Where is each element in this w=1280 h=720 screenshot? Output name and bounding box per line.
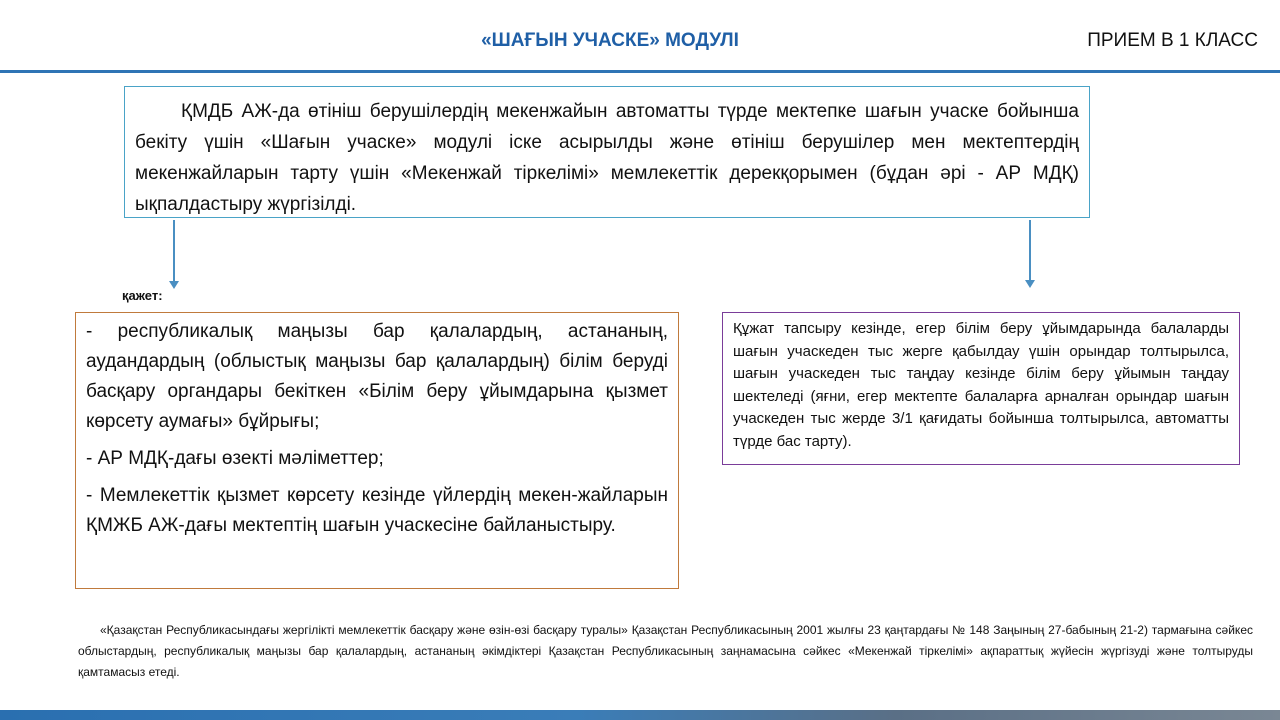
restriction-note-box — [722, 312, 1240, 465]
requirements-box — [75, 312, 679, 589]
page-title: «ШАҒЫН УЧАСКЕ» МОДУЛІ — [481, 30, 739, 51]
section-label: ПРИЕМ В 1 КЛАСС — [1087, 30, 1258, 51]
legal-footnote: «Қазақстан Республикасындағы жергілікті мемлекеттік басқару және өзін-өзі басқару туралы» Қазақстан Республикасының 2001 жылғы 23 қаңтардағы № 148 Заңының 27-бабының 21-2) тармағына сәйкес облыстардың, республикалық маңызы бар қалалардың, астананың әкімдіктері Қазақстан Республикасының заңнамасына сәйкес «Мекенжай тіркелімі» ақпараттық жүйесін жүргізуді және толтыруды қамтамасыз етеді. — [78, 623, 1253, 679]
footer-bar — [0, 710, 1280, 720]
restriction-note-text: Құжат тапсыру кезінде, егер білім беру ұйымдарында балаларды шағын учаскеден тыс жерге қабылдау үшін орындар толтырылса, шағын учаскеден тыс таңдау кезінде білім беру ұйымын таңдау шектеледі (яғни, егер мектепте балаларға арналған орындар шағын учаскеден тыс жерде 3/1 қағидаты бойынша толтырылса, автоматты түрде бас тарту). — [733, 320, 1229, 450]
intro-text: ҚМДБ АЖ-да өтініш берушілердің мекенжайын автоматты түрде мектепке шағын учаске бойынша бекіту үшін «Шағын учаске» модулі іске асырылды және өтініш берушілер мен мектептердің мекенжайларын тарту үшін «Мекенжай тіркелімі» мемлекеттік дерекқорымен (бұдан әрі - АР МДҚ) ықпалдастыру жүргізілді. — [135, 101, 1079, 215]
requirement-item: - Мемлекеттік қызмет көрсету кезінде үйлердің мекен-жайларын ҚМЖБ АЖ-дағы мектептің шағын учаскесіне байланыстыру. — [86, 485, 668, 536]
requirement-item: - АР МДҚ-дағы өзекті мәліметтер; — [86, 448, 384, 469]
intro-text-box — [124, 86, 1090, 218]
requirement-item: - республикалық маңызы бар қалалардың, астананың, аудандардың (облыстық маңызы бар қалалардың) білім беруді басқару органдары бекіткен «Білім беру ұйымдарына қызмет көрсету аумағы» бұйрығы; — [86, 321, 668, 432]
header-divider — [0, 70, 1280, 73]
requirements-label: қажет: — [122, 288, 163, 303]
